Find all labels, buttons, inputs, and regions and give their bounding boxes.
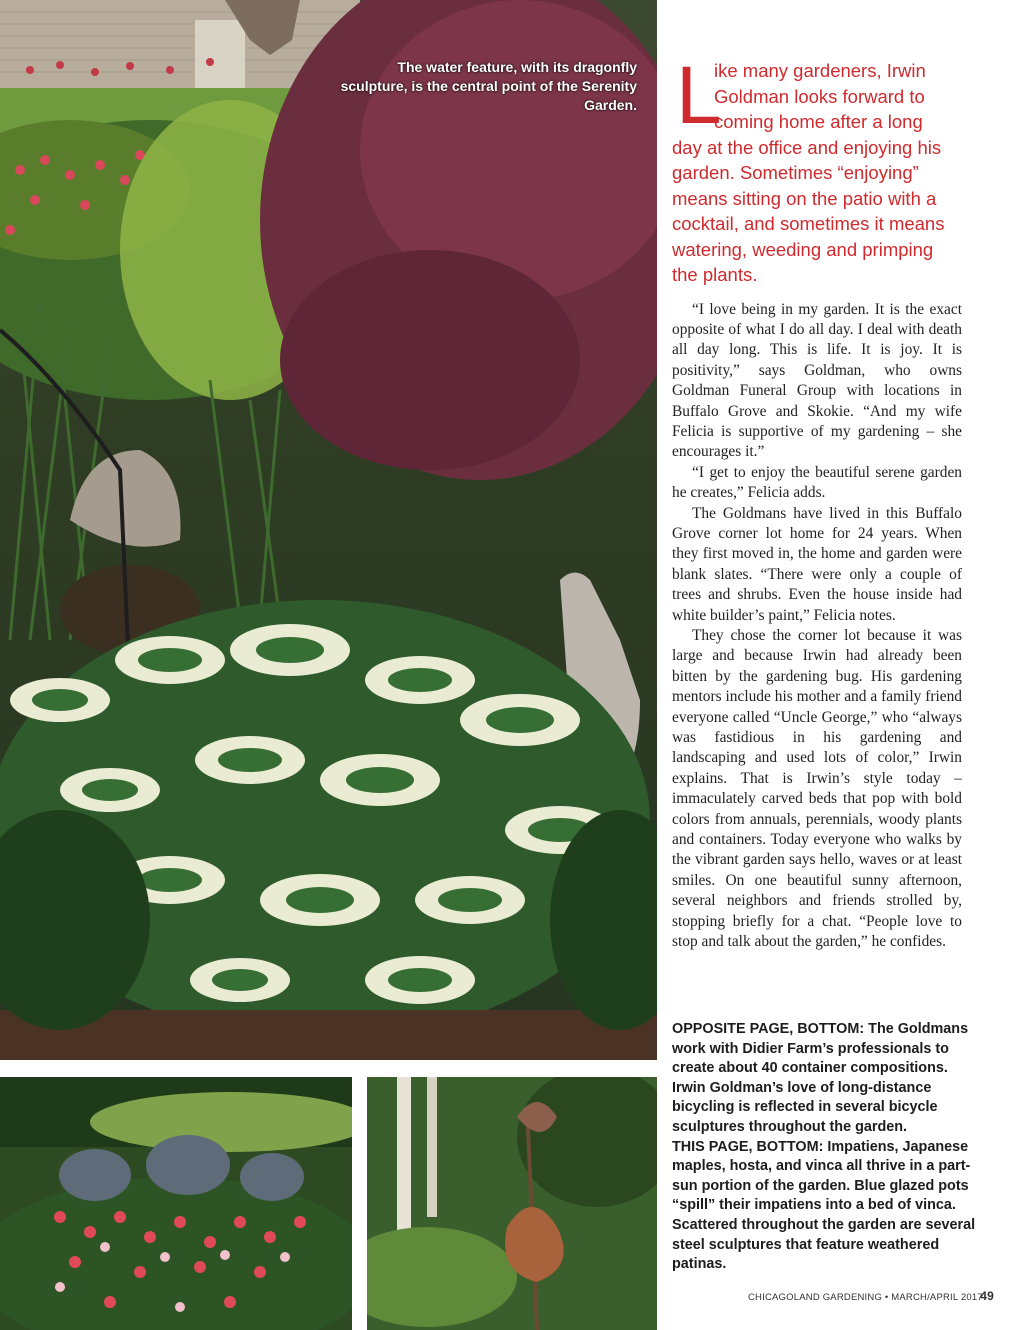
lede-line: means sitting on the patio with a bbox=[672, 187, 937, 209]
page-footer bbox=[748, 1289, 994, 1305]
page-number: 49 bbox=[980, 1289, 994, 1303]
caption-this-page: THIS PAGE, BOTTOM: Impatiens, Japanese maples, hosta, and vinca all thrive in a part-sun portion of the garden. Blue glazed pots “spill” their impatiens into a bed of vinca. Scattered throughout the garden are several steel sculptures that feature weathered patinas. bbox=[672, 1138, 976, 1273]
body-paragraph: They chose the corner lot because it was large and because Irwin had already been bitten by the gardening bug. His gardening mentors include his mother and a family friend everyone called “Uncle George,” who “always was fastidious in his gardening and landscaping and used lots of color,” Irwin explains. That is Irwin’s style today – immaculately carved beds that pop with bold colors from annuals, perennials, woody plants and containers. Today everyone who walks by the vibrant garden says hello, waves or at least smiles. On one beautiful sunny afternoon, several neighbors and friends strolled by, stopping briefly for a chat. “People love to stop and talk about the garden,” he confides. bbox=[672, 627, 962, 951]
photo-steel-sculpture bbox=[367, 1077, 657, 1330]
lede-line: Goldman looks forward to bbox=[714, 85, 925, 107]
caption-opposite-page: OPPOSITE PAGE, BOTTOM: The Goldmans work with Didier Farm’s professionals to create about 40 container compositions. Irwin Goldman’s love of long-distance bicycling is reflected in several bicycle sculptures throughout the garden. bbox=[672, 1021, 969, 1135]
lede-line: ike many gardeners, Irwin bbox=[714, 60, 926, 81]
lede-line: coming home after a long bbox=[714, 111, 923, 132]
body-copy bbox=[672, 300, 962, 953]
sculpture-illustration bbox=[367, 1077, 657, 1330]
photo-blue-pots-impatiens bbox=[0, 1077, 352, 1330]
lede-line: watering, weeding and primping bbox=[672, 238, 934, 260]
lede-line: garden. Sometimes “enjoying” bbox=[672, 162, 919, 183]
publication-line: CHICAGOLAND GARDENING • MARCH/APRIL 2017 bbox=[748, 1292, 983, 1303]
pots-illustration bbox=[0, 1077, 352, 1330]
fountain-rock bbox=[70, 450, 181, 547]
lede-paragraph bbox=[672, 50, 962, 288]
lede-line: the plants. bbox=[672, 264, 758, 285]
photo-caption: The water feature, with its dragonfly sculpture, is the central point of the Serenity Garden. bbox=[340, 59, 637, 113]
article-column bbox=[672, 50, 962, 953]
lede-line: cocktail, and sometimes it means bbox=[672, 213, 945, 234]
side-caption bbox=[672, 1020, 982, 1275]
house-window bbox=[195, 20, 245, 90]
body-paragraph: The Goldmans have lived in this Buffalo Grove corner lot home for 24 years. When they first moved in, the home and garden were blank slates. “There were only a couple of trees and shrubs. Even the house inside had white builder’s paint,” Felicia notes. bbox=[672, 504, 962, 624]
drop-cap: L bbox=[676, 50, 722, 141]
lede-line: day at the office and enjoying his bbox=[672, 136, 942, 158]
body-paragraph: “I get to enjoy the beautiful serene garden he creates,” Felicia adds. bbox=[672, 463, 962, 502]
body-paragraph: “I love being in my garden. It is the exact opposite of what I do all day. I deal with death all day long. This is life. It is joy. It is positivity,” says Goldman, who owns Goldman Funeral Group with locations in Buffalo Grove and Skokie. “And my wife Felicia is supportive of my gardening – she encourages it.” bbox=[672, 300, 962, 461]
